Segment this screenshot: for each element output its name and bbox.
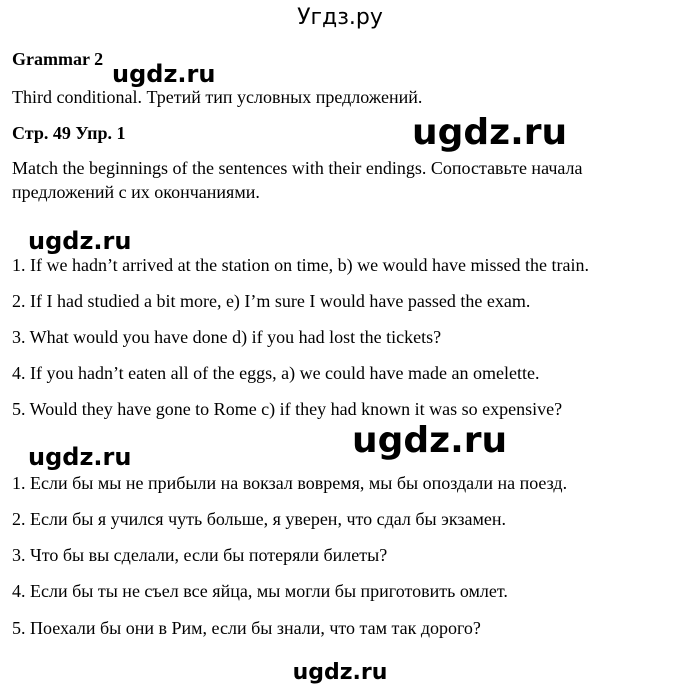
answer-en-3: 3. What would you have done d) if you had lost the tickets? xyxy=(12,327,442,347)
exercise-reference: Стр. 49 Упр. 1 xyxy=(12,123,126,143)
answer-ru-4: 4. Если бы ты не съел все яйца, мы могли бы приготовить омлет. xyxy=(12,581,508,601)
site-title: Угдз.ру xyxy=(297,5,383,30)
answer-en-1: 1. If we hadn’t arrived at the station on time, b) we would have missed the train. xyxy=(12,255,590,275)
topic-line: Third conditional. Третий тип условных предложений. xyxy=(12,87,423,107)
answer-ru-3: 3. Что бы вы сделали, если бы потеряли билеты? xyxy=(12,545,388,565)
watermark: ugdz.ru xyxy=(412,112,568,153)
instruction-line: Match the beginnings of the sentences with their endings. Сопоставьте начала xyxy=(12,158,583,178)
answer-en-4: 4. If you hadn’t eaten all of the eggs, a) we could have made an omelette. xyxy=(12,363,540,383)
answer-en-5: 5. Would they have gone to Rome c) if they had known it was so expensive? xyxy=(12,399,563,419)
watermark: ugdz.ru xyxy=(28,227,132,255)
answer-ru-1: 1. Если бы мы не прибыли на вокзал вовремя, мы бы опоздали на поезд. xyxy=(12,473,568,493)
watermark: ugdz.ru xyxy=(112,60,216,88)
footer-watermark: ugdz.ru xyxy=(292,660,388,685)
instruction-line: предложений с их окончаниями. xyxy=(12,182,260,202)
answer-ru-5: 5. Поехали бы они в Рим, если бы знали, что там так дорого? xyxy=(12,618,481,638)
watermark: ugdz.ru xyxy=(352,420,508,461)
answer-ru-2: 2. Если бы я учился чуть больше, я уверен, что сдал бы экзамен. xyxy=(12,509,506,529)
watermark: ugdz.ru xyxy=(28,443,132,471)
section-title: Grammar 2 xyxy=(12,49,104,69)
answer-en-2: 2. If I had studied a bit more, e) I’m sure I would have passed the exam. xyxy=(12,291,531,311)
